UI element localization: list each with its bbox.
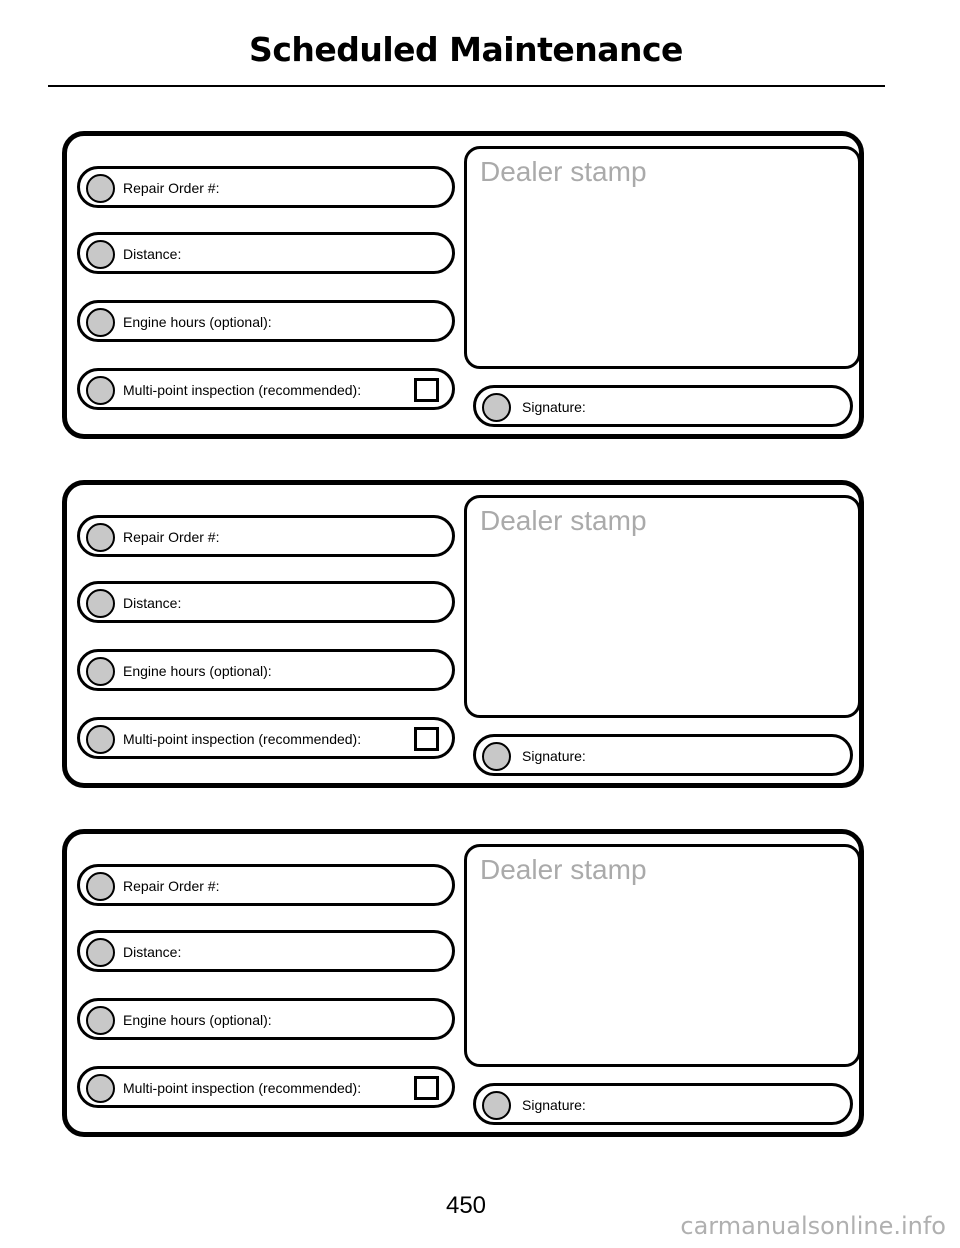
signature-label: Signature: [522, 748, 586, 764]
distance-label: Distance: [123, 595, 182, 611]
inspection-label: Multi-point inspection (recommended): [123, 731, 362, 747]
dealer-stamp-label: Dealer stamp [480, 854, 647, 885]
inspection-field [77, 1066, 455, 1108]
maintenance-record-card [62, 480, 864, 788]
inspection-label: Multi-point inspection (recommended): [123, 382, 362, 398]
page-number: 450 [445, 1192, 487, 1219]
signature-label: Signature: [522, 1097, 586, 1113]
distance-field[interactable] [77, 930, 455, 972]
bullet-icon [86, 1074, 115, 1103]
page-title: Scheduled Maintenance [249, 30, 683, 69]
distance-field[interactable] [77, 581, 455, 623]
signature-label: Signature: [522, 399, 586, 415]
bullet-icon [86, 523, 115, 552]
signature-field[interactable] [473, 385, 853, 427]
watermark: carmanualsonline.info [680, 1212, 946, 1240]
engine-hours-label: Engine hours (optional): [123, 663, 272, 679]
bullet-icon [86, 174, 115, 203]
distance-label: Distance: [123, 944, 182, 960]
signature-field[interactable] [473, 1083, 853, 1125]
engine-hours-field[interactable] [77, 998, 455, 1040]
bullet-icon [86, 589, 115, 618]
engine-hours-field[interactable] [77, 300, 455, 342]
distance-label: Distance: [123, 246, 182, 262]
distance-field[interactable] [77, 232, 455, 274]
repair-order-field[interactable] [77, 166, 455, 208]
inspection-label: Multi-point inspection (recommended): [123, 1080, 362, 1096]
bullet-icon [86, 657, 115, 686]
dealer-stamp-box [464, 844, 861, 1067]
bullet-icon [86, 376, 115, 405]
repair-order-field[interactable] [77, 864, 455, 906]
dealer-stamp-box [464, 495, 861, 718]
bullet-icon [86, 872, 115, 901]
maintenance-record-card [62, 829, 864, 1137]
bullet-icon [482, 742, 511, 771]
inspection-checkbox[interactable] [414, 378, 439, 402]
dealer-stamp-label: Dealer stamp [480, 156, 647, 187]
repair-order-label: Repair Order #: [123, 180, 220, 196]
signature-field[interactable] [473, 734, 853, 776]
repair-order-field[interactable] [77, 515, 455, 557]
bullet-icon [482, 1091, 511, 1120]
title-divider [48, 85, 885, 87]
bullet-icon [482, 393, 511, 422]
inspection-checkbox[interactable] [414, 1076, 439, 1100]
inspection-field [77, 368, 455, 410]
bullet-icon [86, 240, 115, 269]
dealer-stamp-box [464, 146, 861, 369]
bullet-icon [86, 938, 115, 967]
inspection-field [77, 717, 455, 759]
engine-hours-label: Engine hours (optional): [123, 314, 272, 330]
inspection-checkbox[interactable] [414, 727, 439, 751]
repair-order-label: Repair Order #: [123, 529, 220, 545]
repair-order-label: Repair Order #: [123, 878, 220, 894]
engine-hours-field[interactable] [77, 649, 455, 691]
bullet-icon [86, 725, 115, 754]
engine-hours-label: Engine hours (optional): [123, 1012, 272, 1028]
bullet-icon [86, 308, 115, 337]
dealer-stamp-label: Dealer stamp [480, 505, 647, 536]
maintenance-record-card [62, 131, 864, 439]
bullet-icon [86, 1006, 115, 1035]
